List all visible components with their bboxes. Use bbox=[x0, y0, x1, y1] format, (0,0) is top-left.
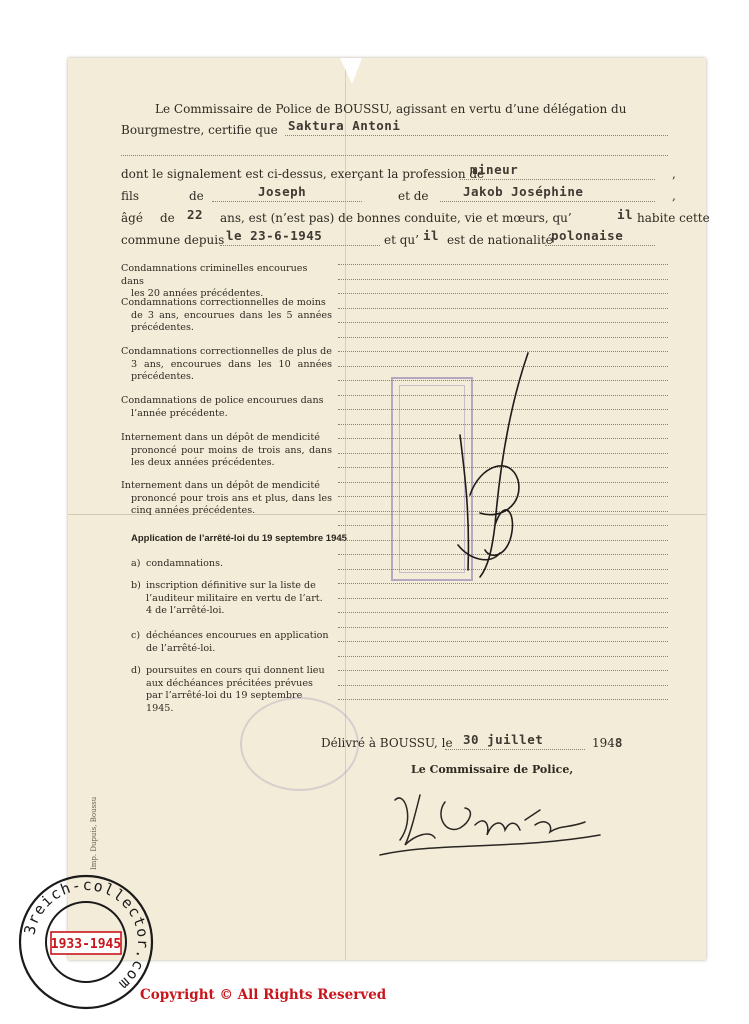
answer-dotted-line bbox=[338, 308, 668, 309]
conviction-item: Condamnations correctionnelles de plus de 3 ans, encourues dans les 10 années précédentes. bbox=[121, 346, 332, 383]
conviction-item: Condamnations correctionnelles de moins de 3 ans, encourues dans les 5 années précédentes. bbox=[121, 297, 332, 334]
certificate-line-1: Le Commissaire de Police de BOUSSU, agissant en vertu d’une délégation du bbox=[155, 102, 627, 116]
comma-mark-2: , bbox=[672, 189, 676, 203]
answer-dotted-line bbox=[338, 670, 668, 671]
answer-dotted-line bbox=[338, 612, 668, 613]
watermark-years: 1933-1945 bbox=[50, 937, 122, 952]
father-dotted-line bbox=[212, 201, 362, 202]
watermark-text: 3reich-collector.com bbox=[20, 875, 153, 995]
certificate-line-2-prefix: Bourgmestre, certifie que bbox=[121, 123, 278, 137]
profession-dotted-line bbox=[460, 179, 655, 180]
age-suffix: ans, est (n’est pas) de bonnes conduite, vie et mœurs, qu’ bbox=[220, 211, 572, 225]
year-field bbox=[592, 736, 623, 750]
application-item: a) condamnations. bbox=[131, 558, 224, 569]
et-qu-label: et qu’ bbox=[384, 233, 419, 247]
answer-dotted-line bbox=[338, 264, 668, 265]
year-digit: 8 bbox=[614, 735, 623, 750]
nationality-prefix: est de nationalité bbox=[447, 233, 553, 247]
commissioner-signature-vertical bbox=[440, 345, 570, 585]
answer-dotted-line bbox=[338, 685, 668, 686]
conviction-item: Condamnations criminelles encourues dans les 20 années précédentes. bbox=[121, 263, 308, 300]
answer-dotted-line bbox=[338, 641, 668, 642]
age-de-label: de bbox=[160, 211, 175, 225]
application-item: c) déchéances encourues en application de l’arrêté-loi. bbox=[131, 630, 329, 654]
residence-since-date: le 23-6-1945 bbox=[226, 228, 323, 243]
name-dotted-line bbox=[285, 135, 668, 136]
fils-label: fils bbox=[121, 189, 139, 203]
answer-dotted-line bbox=[338, 293, 668, 294]
fold-line-vertical bbox=[345, 58, 346, 960]
application-item: b) inscription définitive sur la liste de l’auditeur militaire en vertu de l’art. 4 de l’arrêté-loi. bbox=[131, 580, 323, 617]
habite-text: habite cette bbox=[637, 211, 710, 225]
answer-dotted-line bbox=[338, 279, 668, 280]
date-dotted-line bbox=[220, 245, 380, 246]
conviction-item: Condamnations de police encourues dans l’année précédente. bbox=[121, 395, 324, 419]
delivered-date-dotted-line bbox=[445, 749, 585, 750]
commissioner-signature bbox=[375, 780, 615, 860]
answer-dotted-line bbox=[338, 627, 668, 628]
profession-value: mineur bbox=[470, 162, 519, 177]
answer-dotted-line bbox=[338, 598, 668, 599]
signatory-title: Le Commissaire de Police, bbox=[411, 763, 574, 776]
printer-mark: Imp. Dupuis, Boussu bbox=[90, 796, 98, 870]
conviction-item: Internement dans un dépôt de mendicité prononcé pour trois ans et plus, dans les cinq années précédentes. bbox=[121, 480, 332, 517]
application-heading: Application de l’arrêté-loi du 19 septembre 1945 bbox=[131, 533, 347, 544]
age-value: 22 bbox=[187, 207, 204, 222]
de-label: de bbox=[189, 189, 204, 203]
comma-mark: , bbox=[672, 167, 676, 181]
et-de-label: et de bbox=[398, 189, 429, 203]
mother-name: Jakob Joséphine bbox=[463, 184, 584, 199]
commune-prefix: commune depuis bbox=[121, 233, 225, 247]
certificate-line-3-prefix: dont le signalement est ci-dessus, exerçant la profession de bbox=[121, 167, 485, 181]
blank-dotted-line bbox=[121, 155, 668, 156]
pronoun-1: il bbox=[617, 207, 634, 222]
age-prefix: âgé bbox=[121, 211, 143, 225]
year-prefix: 194 bbox=[592, 736, 615, 750]
answer-dotted-line bbox=[338, 699, 668, 700]
subject-name: Saktura Antoni bbox=[288, 118, 401, 133]
answer-dotted-line bbox=[338, 322, 668, 323]
delivered-date: 30 juillet bbox=[463, 732, 544, 747]
nationality-dotted-line bbox=[545, 245, 655, 246]
mother-dotted-line bbox=[440, 201, 655, 202]
collector-watermark bbox=[16, 872, 156, 1012]
nationality-value: polonaise bbox=[551, 228, 624, 243]
copyright-notice: Copyright © All Rights Reserved bbox=[140, 987, 387, 1003]
pronoun-2: il bbox=[423, 228, 440, 243]
father-name: Joseph bbox=[258, 184, 307, 199]
answer-dotted-line bbox=[338, 337, 668, 338]
delivered-prefix: Délivré à BOUSSU, le bbox=[321, 736, 453, 750]
conviction-item: Internement dans un dépôt de mendicité prononcé pour moins de trois ans, dans les deux années précédentes. bbox=[121, 432, 332, 469]
application-item: d) poursuites en cours qui donnent lieu aux déchéances précitées prévues par l’arrêté-loi du 19 septembre 1945. bbox=[131, 665, 325, 714]
answer-dotted-line bbox=[338, 656, 668, 657]
